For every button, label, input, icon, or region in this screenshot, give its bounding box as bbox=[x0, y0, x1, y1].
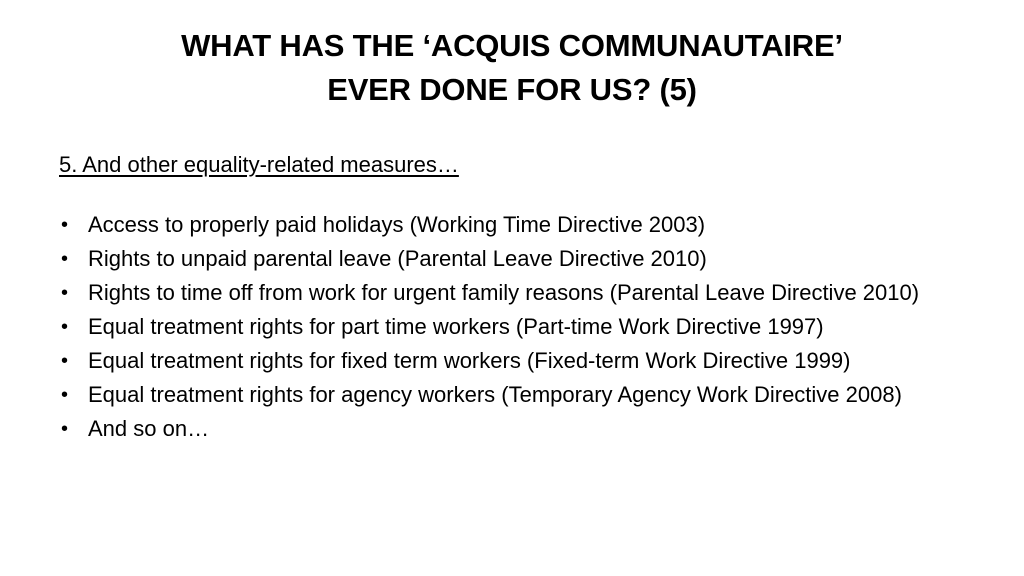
bullet-text: Equal treatment rights for fixed term workers (Fixed-term Work Directive 1999) bbox=[88, 348, 851, 373]
bullet-list bbox=[59, 211, 959, 449]
bullet-icon: • bbox=[61, 248, 69, 270]
bullet-icon: • bbox=[61, 384, 69, 406]
bullet-icon: • bbox=[61, 350, 69, 372]
bullet-icon: • bbox=[61, 214, 69, 236]
title-line-1: WHAT HAS THE ‘ACQUIS COMMUNAUTAIRE’ bbox=[181, 28, 843, 63]
bullet-text: Access to properly paid holidays (Working Time Directive 2003) bbox=[88, 212, 706, 237]
bullet-text: Equal treatment rights for part time workers (Part-time Work Directive 1997) bbox=[88, 314, 824, 339]
bullet-item-and-so-on bbox=[59, 415, 959, 443]
bullet-text: Rights to time off from work for urgent family reasons (Parental Leave Directive 2010) bbox=[88, 280, 920, 305]
bullet-text: And so on… bbox=[88, 416, 210, 441]
bullet-item-family-reasons bbox=[59, 279, 938, 307]
bullet-text: Rights to unpaid parental leave (Parental Leave Directive 2010) bbox=[88, 246, 707, 271]
bullet-item-parental-leave bbox=[59, 245, 959, 273]
title-line-2: EVER DONE FOR US? (5) bbox=[327, 72, 697, 107]
bullet-item-holidays bbox=[59, 211, 959, 239]
bullet-item-agency bbox=[59, 381, 938, 409]
section-subheading: 5. And other equality-related measures… bbox=[59, 152, 459, 177]
bullet-icon: • bbox=[61, 418, 69, 440]
slide-title bbox=[60, 24, 964, 112]
bullet-icon: • bbox=[61, 282, 69, 304]
bullet-text: Equal treatment rights for agency workers (Temporary Agency Work Directive 2008) bbox=[88, 382, 902, 407]
bullet-item-fixed-term bbox=[59, 347, 938, 375]
bullet-icon: • bbox=[61, 316, 69, 338]
bullet-item-part-time bbox=[59, 313, 938, 341]
